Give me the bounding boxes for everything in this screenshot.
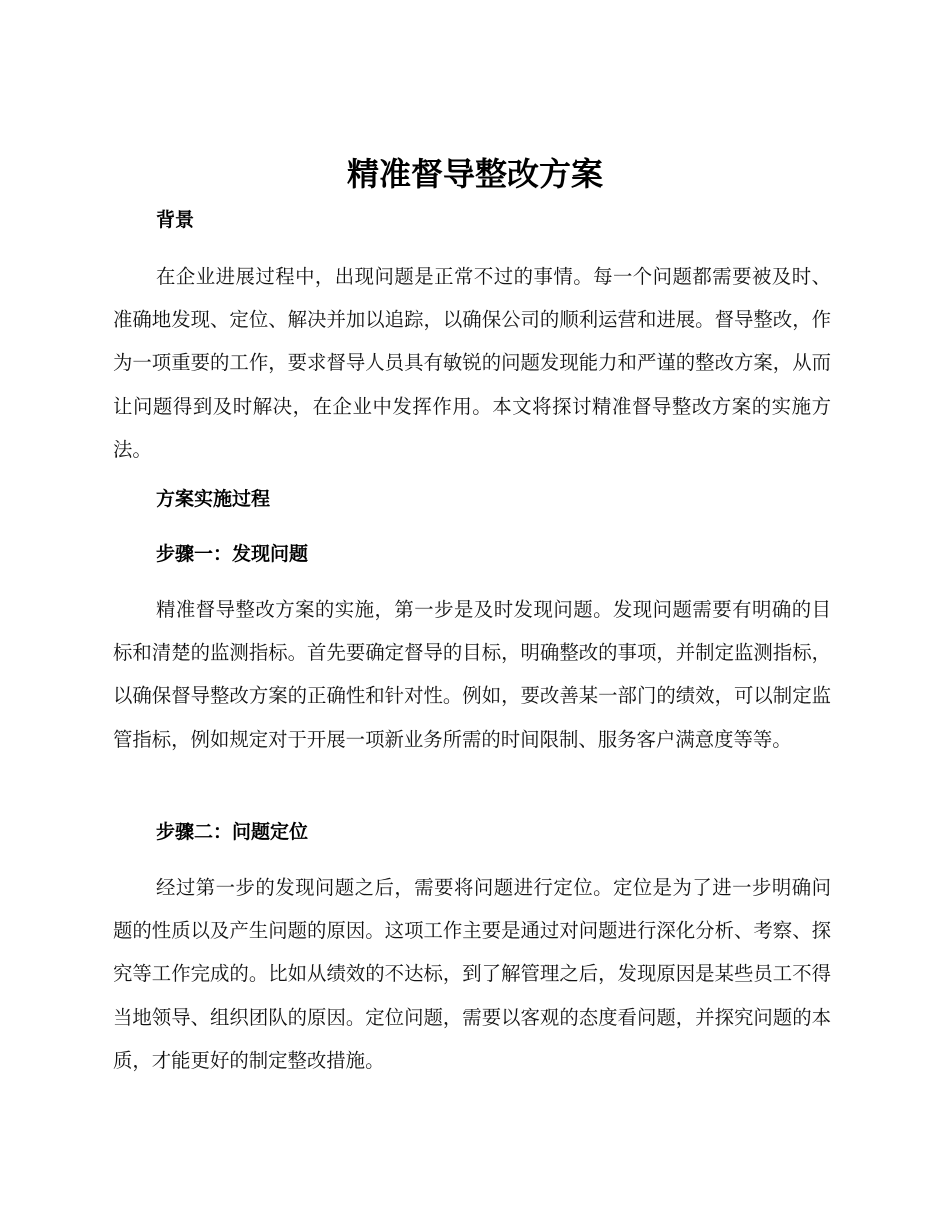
section-heading-step-two: 步骤二：问题定位 xyxy=(156,821,309,843)
section-paragraph-step-one: 精准督导整改方案的实施，第一步是及时发现问题。发现问题需要有明确的目标和清楚的监测指标。首先要确定督导的目标，明确整改的事项，并制定监测指标，以确保督导整改方案的正确性和针对性。例如，要改善某一部门的绩效，可以制定监管指标，例如规定对于开展一项新业务所需的时间限制、服务客户满意度等等。 xyxy=(113,598,831,751)
document-title: 精准督导整改方案 xyxy=(346,155,603,193)
section-paragraph-background: 在企业进展过程中，出现问题是正常不过的事情。每一个问题都需要被及时、准确地发现、定位、解决并加以追踪，以确保公司的顺利运营和进展。督导整改，作为一项重要的工作，要求督导人员具有敏锐的问题发现能力和严谨的整改方案，从而让问题得到及时解决，在企业中发挥作用。本文将探讨精准督导整改方案的实施方法。 xyxy=(113,265,831,461)
section-heading-background: 背景 xyxy=(156,209,195,231)
section-heading-step-one: 步骤一：发现问题 xyxy=(156,543,309,565)
section-heading-implementation: 方案实施过程 xyxy=(156,488,271,510)
section-paragraph-step-two: 经过第一步的发现问题之后，需要将问题进行定位。定位是为了进一步明确问题的性质以及产生问题的原因。这项工作主要是通过对问题进行深化分析、考察、探究等工作完成的。比如从绩效的不达标，到了解管理之后，发现原因是某些员工不得当地领导、组织团队的原因。定位问题，需要以客观的态度看问题，并探究问题的本质，才能更好的制定整改措施。 xyxy=(113,876,831,1072)
